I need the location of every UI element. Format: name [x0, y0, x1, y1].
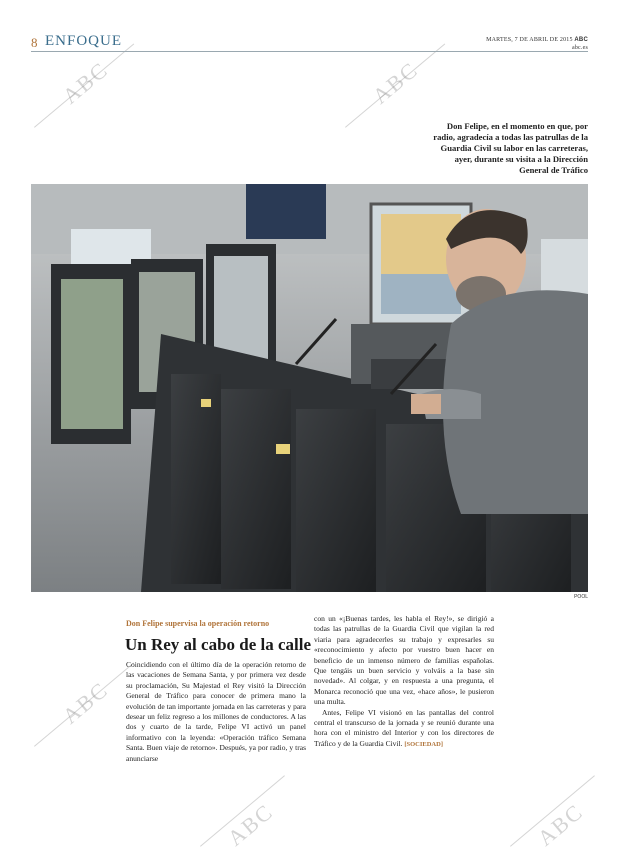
watermark-line	[34, 662, 134, 746]
watermark: ABC	[57, 676, 113, 729]
article-paragraph: con un «¡Buenas tardes, les habla el Rey!», se dirigió a todas las patrullas de la Guardia Civil que vigilan la red viaria para agradecerles su trabajo y expresarles su «reconocimiento y afecto por vuestro buen hacer en beneficio de un inmenso número de familias españolas. Que tengáis un buen servicio y volváis a la base sin novedad». Al colgar, y en respuesta a una pregunta, el Monarca reconoció que una vez, «hace años», le pusieron una multa.	[314, 614, 494, 707]
photo-caption: Don Felipe, en el momento en que, por radio, agradecía a todas las patrullas de la Guardia Civil su labor en las carreteras, ayer, durante su visita a la Dirección General de Tráfico	[433, 121, 588, 175]
watermark-line	[345, 43, 445, 127]
article-column-1: Coincidiendo con el último día de la operación retorno de las vacaciones de Semana Santa, y por primera vez desde su proclamación, Su Majestad el Rey visitó la Dirección General de Tráfico para conocer de primera mano la evolución de tan importante jornada en las carreteras y para desear un feliz regreso a los millones de conductores. A las dos y cuarto de la tarde, Felipe VI activó un panel informativo con la leyenda: «Operación tráfico Semana Santa. Buen viaje de retorno». Después, ya por radio, y tras anunciarse	[126, 660, 306, 763]
section-tag[interactable]: [SOCIEDAD]	[404, 740, 443, 748]
photo-credit: POOL	[574, 594, 588, 600]
page-number: 8	[31, 35, 38, 50]
site-url[interactable]: abc.es	[571, 44, 588, 51]
article-column-2	[314, 614, 494, 750]
watermark: ABC	[532, 798, 588, 851]
watermark: ABC	[222, 798, 278, 851]
section-title: ENFOQUE	[45, 33, 122, 49]
article-paragraph	[314, 708, 494, 751]
article-paragraph-text: Antes, Felipe VI visionó en las pantallas del control central el transcurso de la jornada y se reunió durante una hora con el ministro del Interior y con los directores de Tráfico y de la Guardia Civil.	[314, 707, 494, 748]
watermark: ABC	[57, 56, 113, 109]
article-kicker: Don Felipe supervisa la operación retorno	[126, 619, 270, 628]
watermark-line	[34, 43, 134, 127]
article-headline: Un Rey al cabo de la calle	[125, 635, 312, 654]
header-date-block	[486, 37, 588, 53]
photo-illustration	[31, 184, 588, 592]
brand-name: ABC	[574, 37, 588, 43]
watermark: ABC	[367, 56, 423, 109]
main-photo	[31, 184, 588, 592]
header-date: MARTES, 7 DE ABRIL DE 2015	[486, 37, 573, 43]
